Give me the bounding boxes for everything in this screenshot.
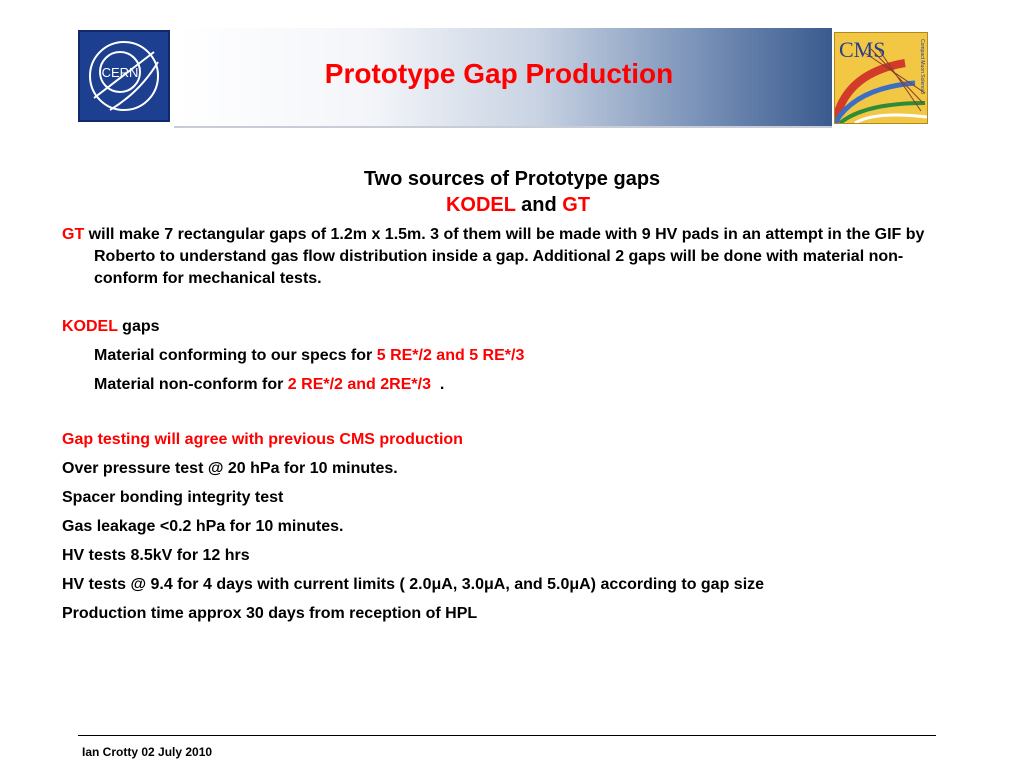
and-word: and bbox=[521, 194, 557, 216]
kodel-line1-prefix: Material conforming to our specs for bbox=[94, 347, 373, 364]
cms-logo-subtext: Compact Muon Solenoid bbox=[919, 39, 925, 94]
testing-heading: Gap testing will agree with previous CMS production bbox=[62, 431, 463, 448]
kodel-line1-highlight: 5 RE*/2 and 5 RE*/3 bbox=[376, 347, 525, 364]
testing-item: Gas leakage <0.2 hPa for 10 minutes. bbox=[62, 518, 344, 535]
cms-logo-text: CMS bbox=[839, 37, 886, 62]
kodel-line2-prefix: Material non-conform for bbox=[94, 376, 284, 393]
kodel-label: KODEL bbox=[445, 194, 516, 216]
kodel-gaps-suffix: gaps bbox=[122, 318, 160, 335]
cern-logo bbox=[78, 30, 170, 122]
kodel-gaps-block bbox=[62, 312, 962, 399]
testing-item: Spacer bonding integrity test bbox=[62, 489, 284, 506]
kodel-line2-highlight: 2 RE*/2 and 2RE*/3 bbox=[287, 376, 431, 393]
sources-heading: Two sources of Prototype gaps bbox=[363, 168, 661, 190]
testing-item: Over pressure test @ 20 hPa for 10 minutes. bbox=[62, 460, 398, 477]
sources-subheading bbox=[62, 192, 962, 218]
testing-item: HV tests @ 9.4 for 4 days with current limits ( 2.0μA, 3.0μA, and 5.0μA) according to gap size bbox=[62, 576, 765, 593]
kodel-line-nonconform bbox=[62, 370, 962, 399]
testing-item: HV tests 8.5kV for 12 hrs bbox=[62, 547, 250, 564]
cern-logo-text: CERN bbox=[101, 65, 139, 80]
spacer bbox=[62, 399, 962, 425]
kodel-gaps-heading bbox=[62, 312, 962, 341]
page-title: Prototype Gap Production bbox=[324, 58, 674, 89]
footer-divider bbox=[78, 735, 936, 736]
cern-logo-icon bbox=[80, 32, 168, 120]
footer-text: Ian Crotty 02 July 2010 bbox=[82, 745, 213, 759]
cms-logo-icon bbox=[835, 33, 927, 123]
slide-body bbox=[62, 166, 962, 628]
gt-para-text: will make 7 rectangular gaps of 1.2m x 1.5m. 3 of them will be made with 9 HV pads in an attempt in the GIF by Roberto to understand gas flow distribution inside a gap. Additional 2 gaps will be done with material non-conform for mechanical tests. bbox=[88, 226, 925, 287]
kodel-line2-suffix: . bbox=[439, 376, 445, 393]
kodel-gaps-label: KODEL bbox=[62, 318, 118, 335]
cms-logo bbox=[834, 32, 928, 124]
gt-label: GT bbox=[562, 194, 591, 216]
kodel-line-conforming bbox=[62, 341, 962, 370]
gt-para-label: GT bbox=[62, 226, 85, 243]
testing-item: Production time approx 30 days from reception of HPL bbox=[62, 605, 478, 622]
gt-paragraph bbox=[62, 224, 962, 290]
